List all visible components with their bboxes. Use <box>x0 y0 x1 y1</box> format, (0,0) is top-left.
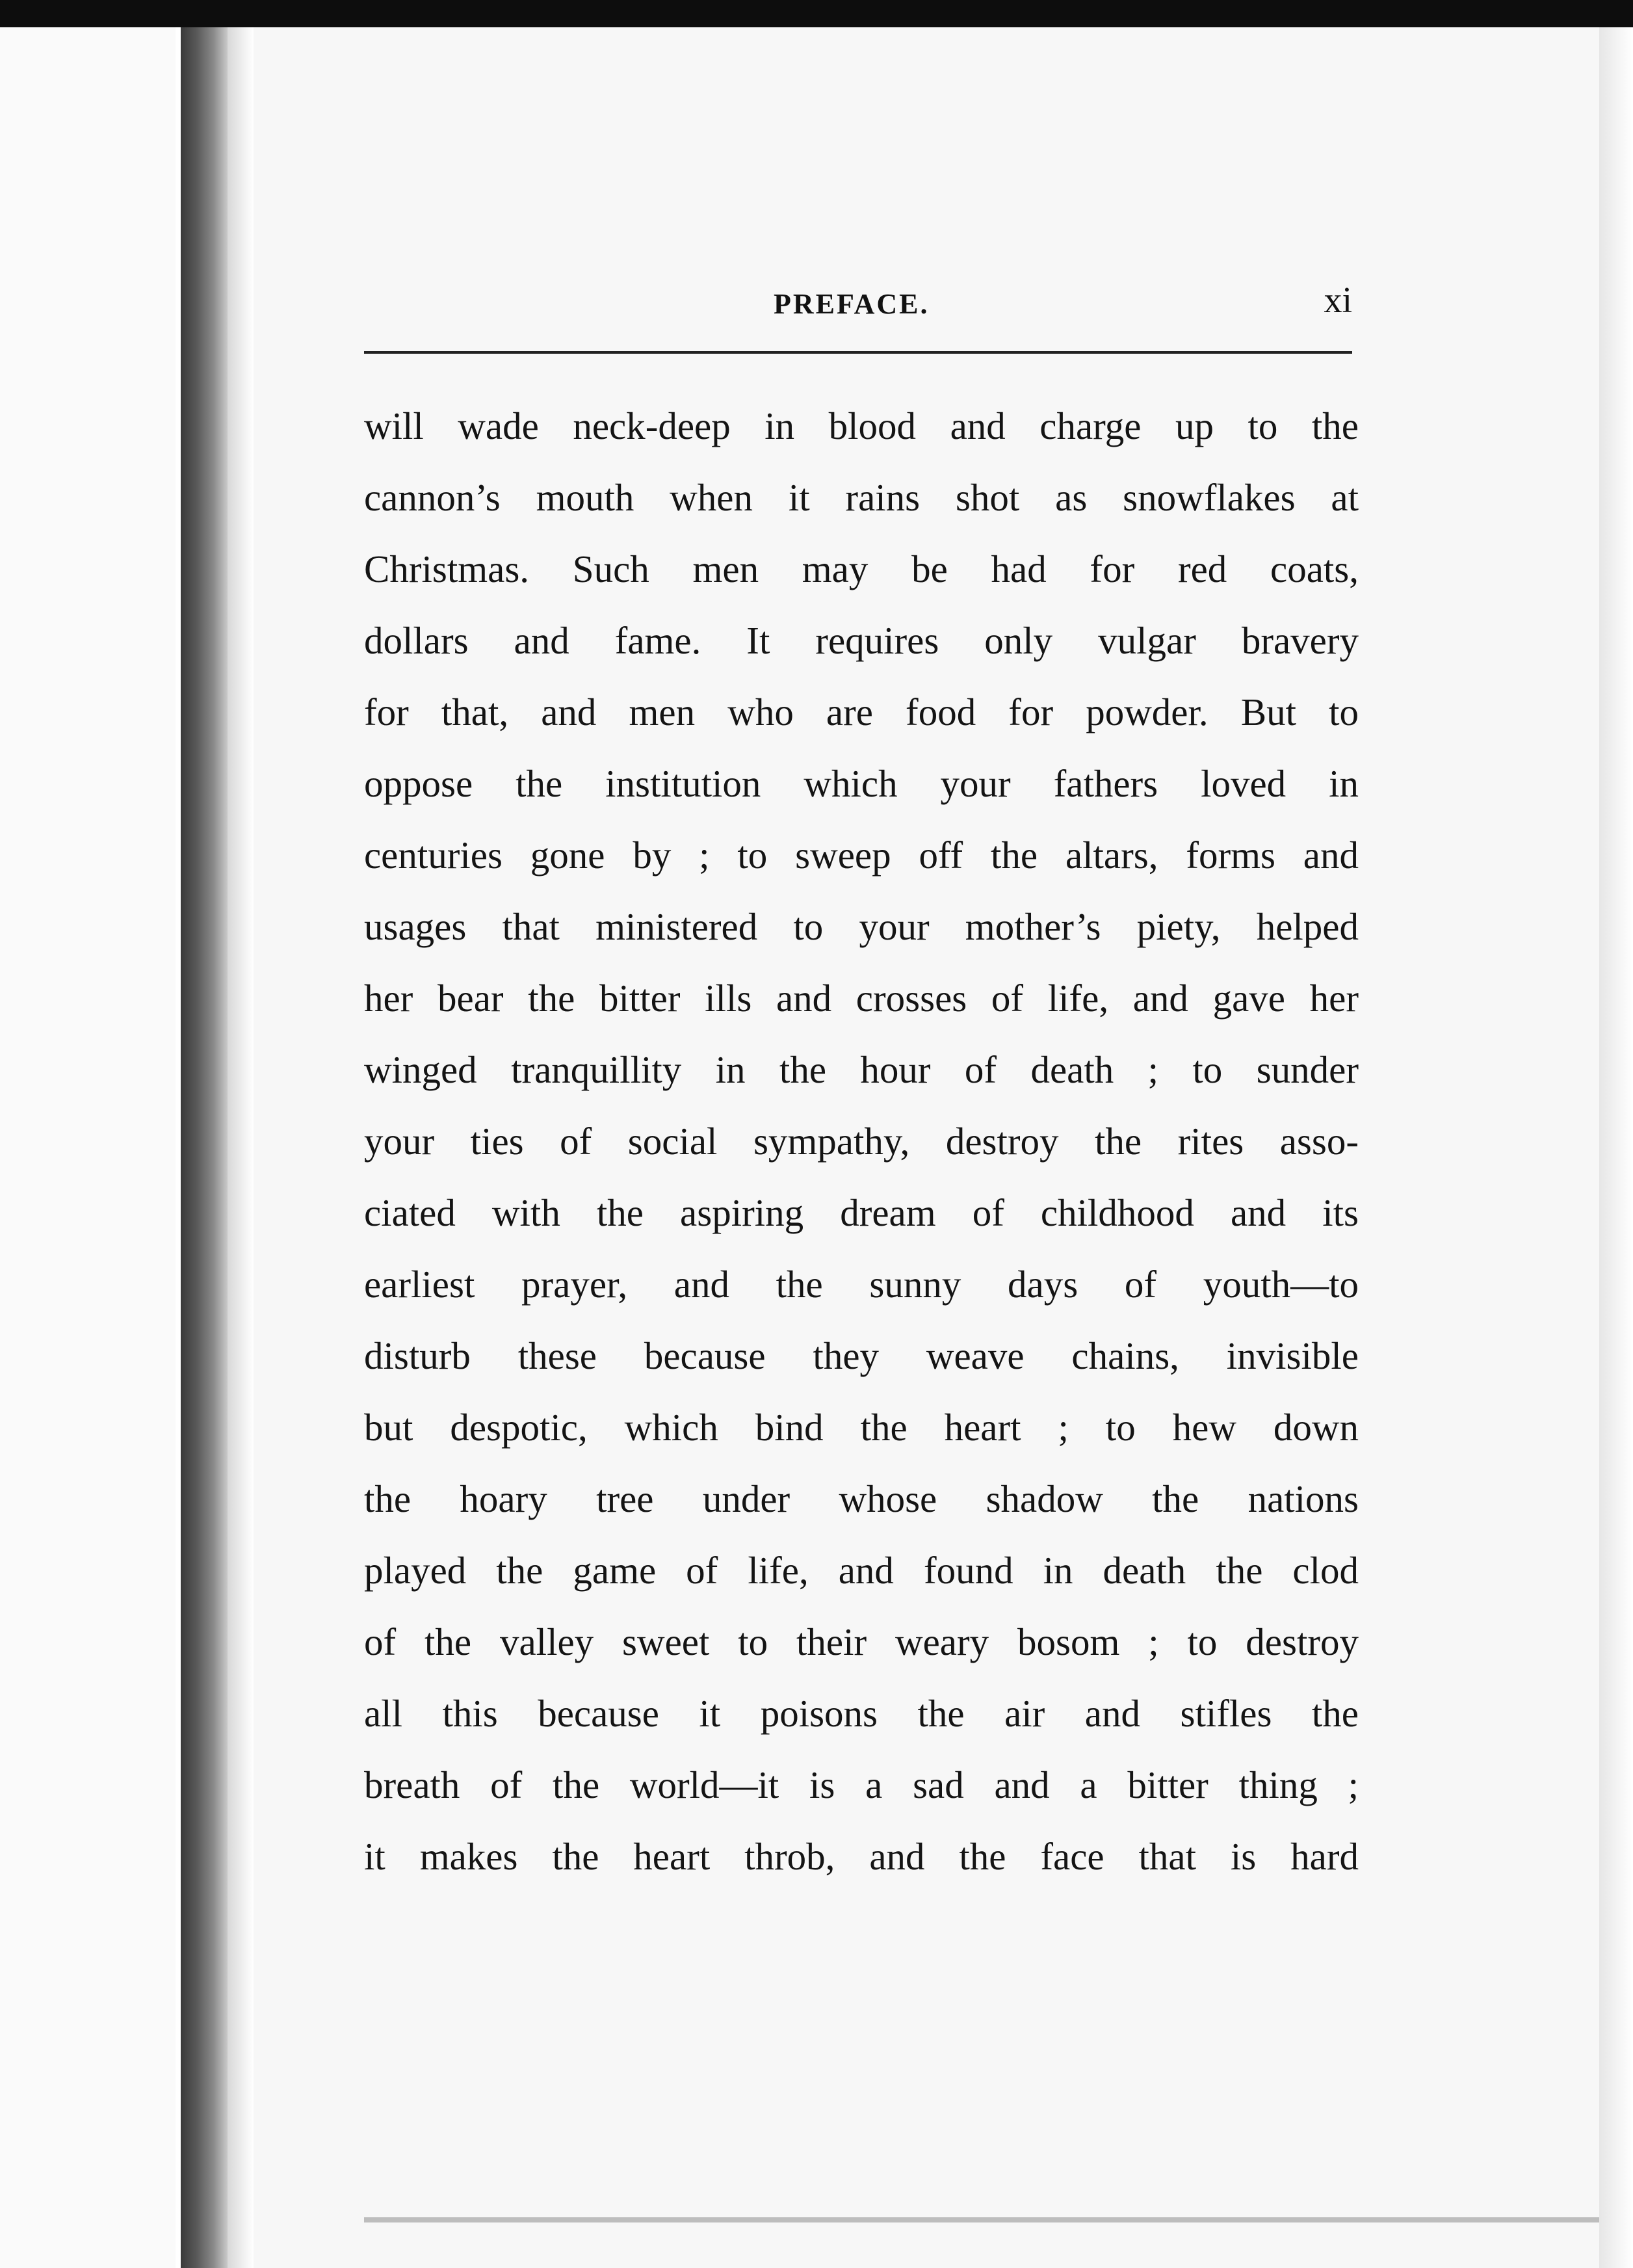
page-number: xi <box>1324 280 1352 321</box>
header-rule <box>364 351 1352 354</box>
scanner-border <box>0 0 1633 27</box>
running-head: PREFACE. <box>774 288 930 320</box>
page-header <box>364 280 1352 332</box>
text-line: the hoary tree under whose shadow the nations <box>364 1477 1359 1520</box>
text-line: earliest prayer, and the sunny days of youth—to <box>364 1263 1359 1306</box>
text-line: oppose the institution which your fathers loved in <box>364 762 1359 805</box>
text-line: Christmas. Such men may be had for red coats, <box>364 547 1359 590</box>
page-right-edge <box>1599 27 1633 2268</box>
facing-page-edge <box>0 27 176 2268</box>
text-line: centuries gone by ; to sweep off the altars, forms and <box>364 834 1359 877</box>
text-line: dollars and fame. It requires only vulgar bravery <box>364 619 1359 662</box>
text-line: played the game of life, and found in death the clod <box>364 1549 1359 1592</box>
text-line: of the valley sweet to their weary bosom ; to destroy <box>364 1620 1359 1663</box>
page-bottom-edge <box>364 2217 1599 2222</box>
text-line: cannon’s mouth when it rains shot as snowflakes at <box>364 476 1359 519</box>
text-line: usages that ministered to your mother’s piety, helped <box>364 905 1359 948</box>
text-line: breath of the world—it is a sad and a bitter thing ; <box>364 1763 1359 1806</box>
gutter-shadow <box>228 27 254 2268</box>
text-line: her bear the bitter ills and crosses of life, and gave her <box>364 977 1359 1020</box>
text-line: it makes the heart throb, and the face that is hard <box>364 1835 1359 1878</box>
text-line: will wade neck-deep in blood and charge up to the <box>364 404 1359 447</box>
text-line: disturb these because they weave chains, invisible <box>364 1334 1359 1377</box>
book-gutter <box>181 27 228 2268</box>
body-text <box>364 390 1359 1892</box>
text-line: all this because it poisons the air and stifles the <box>364 1692 1359 1735</box>
text-line: winged tranquillity in the hour of death ; to sunder <box>364 1048 1359 1091</box>
text-line: ciated with the aspiring dream of childhood and its <box>364 1191 1359 1234</box>
text-line: for that, and men who are food for powder. But to <box>364 691 1359 733</box>
text-line: your ties of social sympathy, destroy the rites asso- <box>364 1120 1359 1163</box>
text-line: but despotic, which bind the heart ; to hew down <box>364 1406 1359 1449</box>
